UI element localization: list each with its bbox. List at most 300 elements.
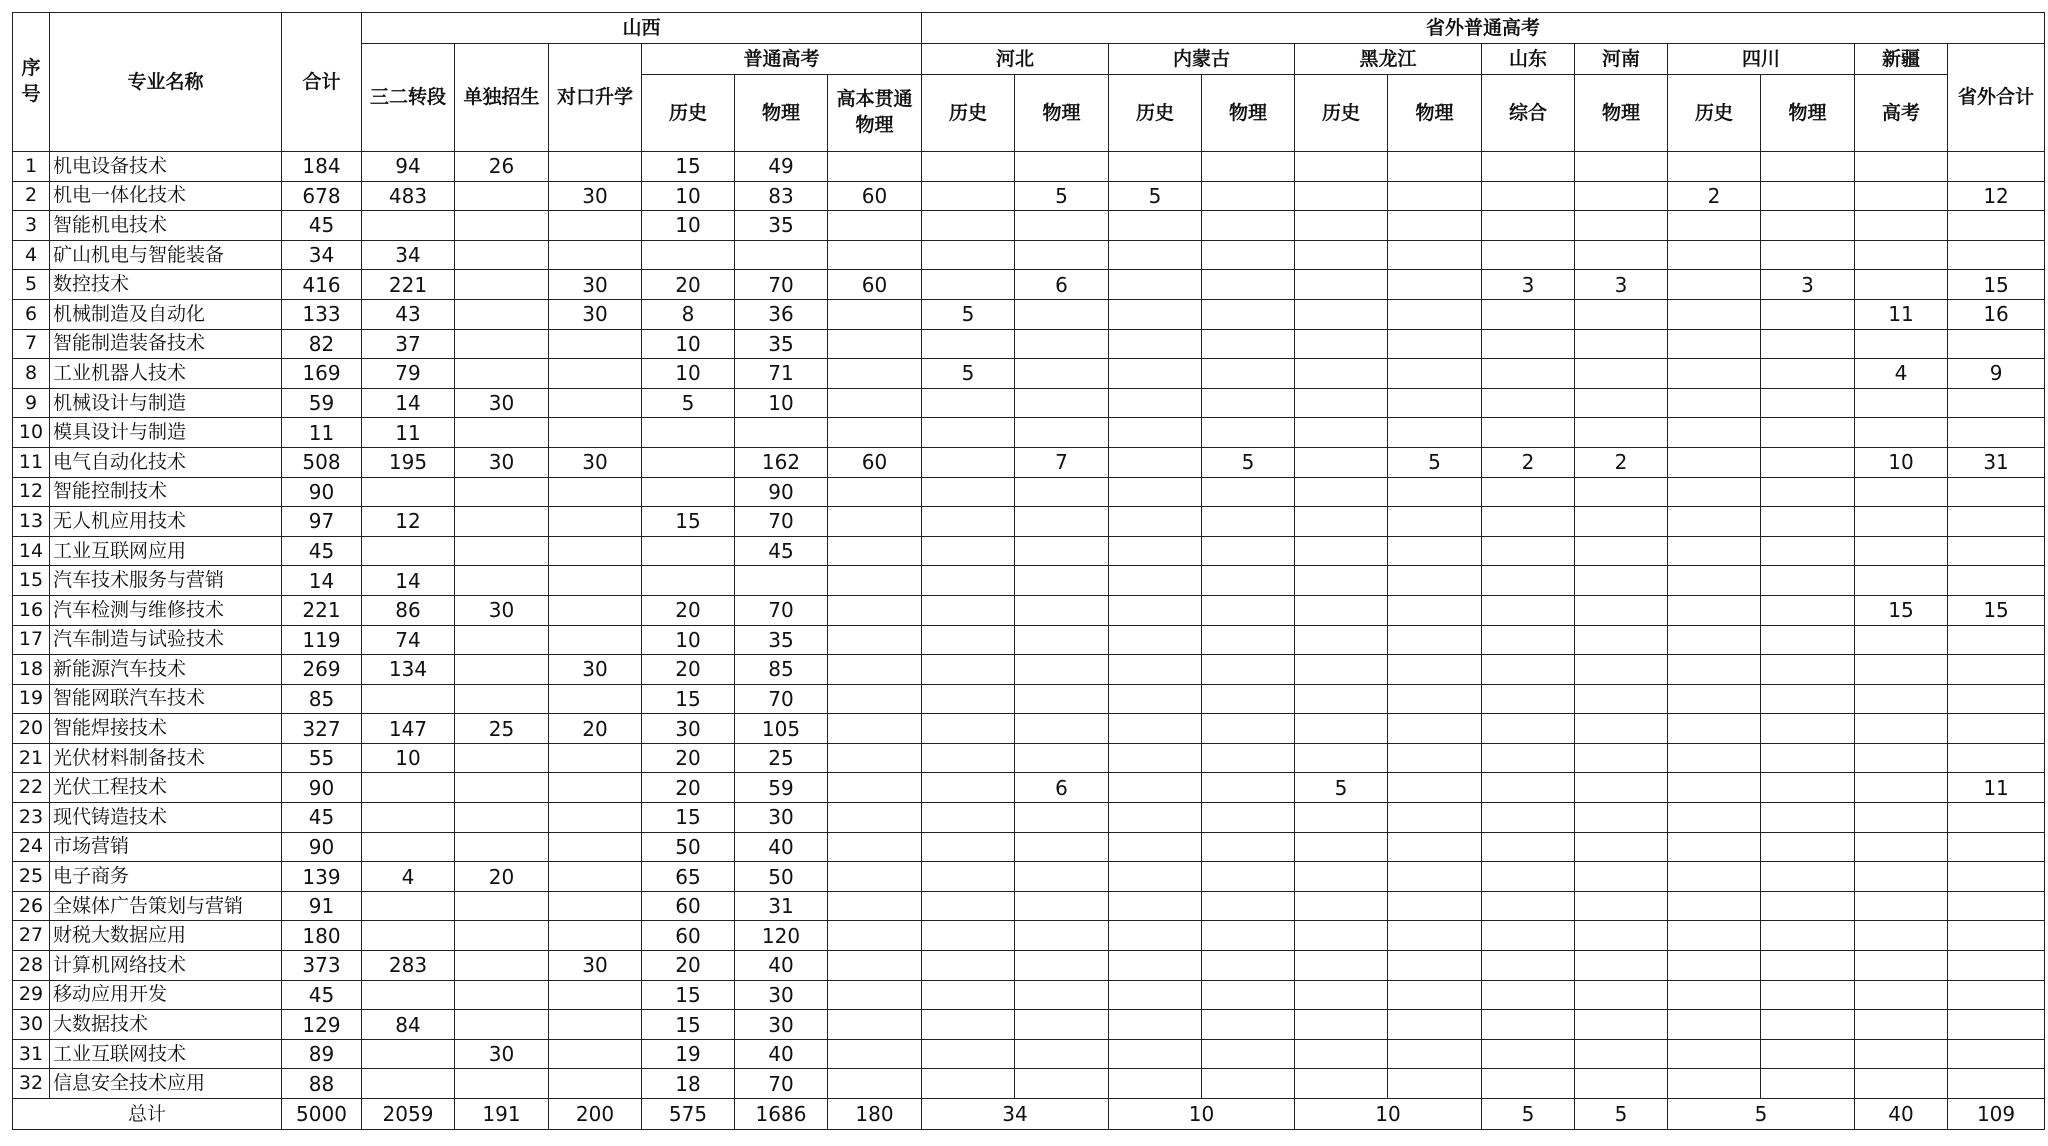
cell-sc-hist <box>1668 803 1761 833</box>
table-row <box>13 595 2045 625</box>
table-row <box>13 566 2045 596</box>
cell-hn <box>1575 329 1668 359</box>
cell-hn <box>1575 507 1668 537</box>
cell-sd <box>1482 803 1575 833</box>
table-row <box>13 359 2045 389</box>
cell-pg-hist: 65 <box>642 862 735 892</box>
cell-name: 新能源汽车技术 <box>50 655 282 685</box>
table-row <box>13 329 2045 359</box>
cell-s32: 86 <box>362 595 455 625</box>
cell-hb-phys <box>1015 566 1109 596</box>
cell-dd: 25 <box>455 714 549 744</box>
cell-total: 119 <box>282 625 362 655</box>
cell-nm-phys <box>1202 862 1295 892</box>
cell-hb-hist <box>922 211 1015 241</box>
cell-hb-hist <box>922 803 1015 833</box>
cell-s32: 134 <box>362 655 455 685</box>
cell-dk <box>549 1069 642 1099</box>
cell-pg-hist: 20 <box>642 773 735 803</box>
cell-dk <box>549 507 642 537</box>
cell-out <box>1948 1069 2045 1099</box>
cell-sc-hist <box>1668 655 1761 685</box>
cell-hl-hist <box>1295 240 1388 270</box>
cell-sd <box>1482 536 1575 566</box>
cell-gb: 60 <box>828 270 922 300</box>
cell-name: 智能网联汽车技术 <box>50 684 282 714</box>
cell-hl-hist <box>1295 1069 1388 1099</box>
table-row <box>13 684 2045 714</box>
cell-hb-hist <box>922 388 1015 418</box>
cell-pg-hist: 10 <box>642 181 735 211</box>
cell-hb-phys <box>1015 1039 1109 1069</box>
cell-hl-phys <box>1388 536 1482 566</box>
cell-pg-hist: 10 <box>642 359 735 389</box>
cell-sc-hist: 2 <box>1668 181 1761 211</box>
cell-sc-hist <box>1668 418 1761 448</box>
cell-dk <box>549 921 642 951</box>
cell-s32: 147 <box>362 714 455 744</box>
cell-pg-phys: 30 <box>735 980 828 1010</box>
cell-hl-phys <box>1388 329 1482 359</box>
cell-name: 汽车检测与维修技术 <box>50 595 282 625</box>
cell-hb-phys <box>1015 743 1109 773</box>
cell-dk <box>549 773 642 803</box>
cell-hn <box>1575 211 1668 241</box>
cell-sd <box>1482 1010 1575 1040</box>
cell-xj <box>1855 743 1948 773</box>
cell-xj <box>1855 625 1948 655</box>
cell-name: 工业机器人技术 <box>50 359 282 389</box>
cell-dk <box>549 595 642 625</box>
cell-hb-phys <box>1015 684 1109 714</box>
cell-total: 508 <box>282 447 362 477</box>
cell-hn <box>1575 1039 1668 1069</box>
cell-dd <box>455 359 549 389</box>
cell-total: 82 <box>282 329 362 359</box>
cell-hn <box>1575 891 1668 921</box>
cell-nm-hist <box>1109 714 1202 744</box>
cell-gb <box>828 595 922 625</box>
cell-no: 22 <box>13 773 50 803</box>
cell-no: 11 <box>13 447 50 477</box>
cell-xj <box>1855 773 1948 803</box>
header-henan: 河南 <box>1575 44 1668 75</box>
cell-name: 工业互联网技术 <box>50 1039 282 1069</box>
cell-sd <box>1482 832 1575 862</box>
cell-hb-hist <box>922 536 1015 566</box>
cell-hl-hist <box>1295 211 1388 241</box>
cell-nm-phys <box>1202 566 1295 596</box>
cell-dk <box>549 1039 642 1069</box>
cell-hl-hist <box>1295 832 1388 862</box>
enrollment-table-container <box>12 12 2045 1130</box>
cell-hl-hist <box>1295 418 1388 448</box>
cell-hl-phys <box>1388 832 1482 862</box>
cell-pg-hist: 10 <box>642 625 735 655</box>
cell-xj <box>1855 684 1948 714</box>
cell-nm-phys <box>1202 832 1295 862</box>
cell-nm-hist <box>1109 803 1202 833</box>
cell-hl-phys <box>1388 980 1482 1010</box>
cell-hl-hist <box>1295 566 1388 596</box>
cell-hb-phys <box>1015 359 1109 389</box>
cell-hn <box>1575 477 1668 507</box>
cell-nm-hist <box>1109 359 1202 389</box>
cell-out <box>1948 152 2045 182</box>
cell-pg-hist: 18 <box>642 1069 735 1099</box>
cell-dd: 30 <box>455 595 549 625</box>
cell-dd: 20 <box>455 862 549 892</box>
cell-pg-phys: 70 <box>735 595 828 625</box>
cell-total: 45 <box>282 211 362 241</box>
cell-hl-phys <box>1388 891 1482 921</box>
cell-hl-hist <box>1295 270 1388 300</box>
cell-name: 大数据技术 <box>50 1010 282 1040</box>
cell-hl-hist <box>1295 980 1388 1010</box>
cell-dd <box>455 299 549 329</box>
header-neimenggu-physics: 物理 <box>1202 75 1295 152</box>
cell-gb <box>828 1010 922 1040</box>
cell-hl-phys <box>1388 507 1482 537</box>
totals-out-total: 109 <box>1948 1099 2045 1130</box>
cell-nm-phys <box>1202 891 1295 921</box>
cell-no: 13 <box>13 507 50 537</box>
cell-xj: 4 <box>1855 359 1948 389</box>
cell-sc-phys <box>1761 240 1855 270</box>
cell-xj <box>1855 714 1948 744</box>
cell-hb-phys <box>1015 388 1109 418</box>
cell-sd <box>1482 684 1575 714</box>
cell-nm-hist <box>1109 507 1202 537</box>
cell-hn <box>1575 1010 1668 1040</box>
totals-pg-physics: 1686 <box>735 1099 828 1130</box>
cell-hb-phys <box>1015 477 1109 507</box>
cell-nm-hist <box>1109 832 1202 862</box>
cell-gb <box>828 418 922 448</box>
cell-s32: 283 <box>362 951 455 981</box>
cell-out: 9 <box>1948 359 2045 389</box>
cell-s32 <box>362 684 455 714</box>
cell-no: 12 <box>13 477 50 507</box>
cell-total: 91 <box>282 891 362 921</box>
cell-pg-phys: 25 <box>735 743 828 773</box>
cell-pg-phys: 70 <box>735 270 828 300</box>
cell-out <box>1948 832 2045 862</box>
cell-hl-hist <box>1295 862 1388 892</box>
cell-pg-hist: 15 <box>642 507 735 537</box>
cell-hb-hist <box>922 655 1015 685</box>
cell-hb-hist <box>922 152 1015 182</box>
cell-total: 45 <box>282 536 362 566</box>
cell-pg-hist: 15 <box>642 1010 735 1040</box>
header-hebei-history: 历史 <box>922 75 1015 152</box>
header-shandong-zonghe: 综合 <box>1482 75 1575 152</box>
cell-pg-phys <box>735 418 828 448</box>
cell-sc-phys: 3 <box>1761 270 1855 300</box>
cell-s32: 14 <box>362 388 455 418</box>
cell-sc-phys <box>1761 832 1855 862</box>
cell-sc-phys <box>1761 447 1855 477</box>
cell-s32: 4 <box>362 862 455 892</box>
cell-xj <box>1855 891 1948 921</box>
cell-pg-hist: 20 <box>642 595 735 625</box>
cell-hl-phys <box>1388 181 1482 211</box>
cell-xj <box>1855 270 1948 300</box>
cell-sd <box>1482 862 1575 892</box>
table-row <box>13 477 2045 507</box>
cell-nm-phys <box>1202 359 1295 389</box>
cell-dk <box>549 891 642 921</box>
totals-shandong: 5 <box>1482 1099 1575 1130</box>
table-row <box>13 388 2045 418</box>
cell-dd <box>455 477 549 507</box>
cell-sc-hist <box>1668 388 1761 418</box>
cell-gb <box>828 152 922 182</box>
cell-gb <box>828 536 922 566</box>
cell-nm-hist <box>1109 1010 1202 1040</box>
cell-dd <box>455 211 549 241</box>
cell-no: 25 <box>13 862 50 892</box>
cell-dk: 30 <box>549 951 642 981</box>
cell-sc-phys <box>1761 299 1855 329</box>
cell-dk <box>549 211 642 241</box>
cell-dd <box>455 566 549 596</box>
cell-hl-phys <box>1388 211 1482 241</box>
cell-nm-hist <box>1109 211 1202 241</box>
cell-sc-phys <box>1761 951 1855 981</box>
cell-hb-phys <box>1015 803 1109 833</box>
cell-pg-phys: 71 <box>735 359 828 389</box>
cell-nm-hist: 5 <box>1109 181 1202 211</box>
cell-out <box>1948 743 2045 773</box>
cell-hn <box>1575 1069 1668 1099</box>
cell-s32 <box>362 536 455 566</box>
cell-out <box>1948 211 2045 241</box>
cell-sd: 2 <box>1482 447 1575 477</box>
cell-nm-hist <box>1109 773 1202 803</box>
cell-dd <box>455 980 549 1010</box>
header-out-total: 省外合计 <box>1948 44 2045 152</box>
cell-no: 23 <box>13 803 50 833</box>
cell-total: 129 <box>282 1010 362 1040</box>
table-row <box>13 536 2045 566</box>
table-row <box>13 655 2045 685</box>
cell-nm-hist <box>1109 152 1202 182</box>
cell-s32: 11 <box>362 418 455 448</box>
cell-s32: 43 <box>362 299 455 329</box>
cell-out <box>1948 388 2045 418</box>
cell-gb <box>828 655 922 685</box>
cell-xj <box>1855 388 1948 418</box>
cell-hl-phys <box>1388 862 1482 892</box>
cell-no: 18 <box>13 655 50 685</box>
cell-sc-phys <box>1761 921 1855 951</box>
cell-nm-hist <box>1109 270 1202 300</box>
cell-hn <box>1575 536 1668 566</box>
cell-sc-phys <box>1761 980 1855 1010</box>
cell-sc-hist <box>1668 921 1761 951</box>
cell-dk: 30 <box>549 655 642 685</box>
cell-hb-hist <box>922 418 1015 448</box>
cell-xj <box>1855 921 1948 951</box>
cell-pg-hist: 50 <box>642 832 735 862</box>
cell-pg-hist: 5 <box>642 388 735 418</box>
table-row <box>13 1010 2045 1040</box>
table-row <box>13 299 2045 329</box>
cell-sc-phys <box>1761 773 1855 803</box>
table-row <box>13 507 2045 537</box>
cell-sc-phys <box>1761 359 1855 389</box>
cell-nm-phys <box>1202 1069 1295 1099</box>
header-seq: 序号 <box>13 13 50 152</box>
cell-total: 416 <box>282 270 362 300</box>
cell-hl-phys <box>1388 240 1482 270</box>
header-gaoben-physics: 高本贯通物理 <box>828 75 922 152</box>
cell-nm-phys <box>1202 240 1295 270</box>
cell-out <box>1948 240 2045 270</box>
cell-total: 180 <box>282 921 362 951</box>
cell-hn <box>1575 566 1668 596</box>
cell-total: 373 <box>282 951 362 981</box>
cell-hn <box>1575 714 1668 744</box>
cell-sc-hist <box>1668 980 1761 1010</box>
cell-dk <box>549 980 642 1010</box>
cell-hb-phys <box>1015 299 1109 329</box>
cell-hl-phys <box>1388 270 1482 300</box>
cell-sd: 3 <box>1482 270 1575 300</box>
cell-no: 3 <box>13 211 50 241</box>
cell-out <box>1948 329 2045 359</box>
cell-s32 <box>362 1039 455 1069</box>
cell-total: 88 <box>282 1069 362 1099</box>
cell-xj <box>1855 1010 1948 1040</box>
cell-nm-phys <box>1202 477 1295 507</box>
cell-xj <box>1855 418 1948 448</box>
cell-gb <box>828 862 922 892</box>
header-sichuan: 四川 <box>1668 44 1855 75</box>
cell-gb <box>828 684 922 714</box>
cell-pg-hist <box>642 240 735 270</box>
cell-hl-phys <box>1388 625 1482 655</box>
cell-no: 1 <box>13 152 50 182</box>
cell-total: 139 <box>282 862 362 892</box>
cell-sd <box>1482 507 1575 537</box>
cell-sd <box>1482 921 1575 951</box>
cell-nm-hist <box>1109 1039 1202 1069</box>
totals-gaoben: 180 <box>828 1099 922 1130</box>
cell-sc-hist <box>1668 1010 1761 1040</box>
cell-dd: 30 <box>455 1039 549 1069</box>
cell-pg-hist: 60 <box>642 891 735 921</box>
cell-dk: 30 <box>549 299 642 329</box>
cell-total: 97 <box>282 507 362 537</box>
cell-nm-phys <box>1202 951 1295 981</box>
cell-nm-phys <box>1202 536 1295 566</box>
cell-hl-phys <box>1388 714 1482 744</box>
cell-sc-hist <box>1668 566 1761 596</box>
cell-gb <box>828 1069 922 1099</box>
cell-out: 15 <box>1948 595 2045 625</box>
cell-dd <box>455 507 549 537</box>
cell-sc-hist <box>1668 595 1761 625</box>
cell-nm-phys <box>1202 655 1295 685</box>
header-out-province: 省外普通高考 <box>922 13 2045 44</box>
cell-pg-hist: 15 <box>642 684 735 714</box>
cell-sd <box>1482 181 1575 211</box>
cell-no: 21 <box>13 743 50 773</box>
cell-s32: 84 <box>362 1010 455 1040</box>
cell-hb-phys <box>1015 921 1109 951</box>
cell-hl-hist <box>1295 299 1388 329</box>
cell-s32 <box>362 773 455 803</box>
header-heilongjiang: 黑龙江 <box>1295 44 1482 75</box>
cell-out <box>1948 507 2045 537</box>
cell-hl-phys <box>1388 152 1482 182</box>
cell-hl-phys <box>1388 684 1482 714</box>
cell-gb <box>828 625 922 655</box>
cell-dk: 30 <box>549 181 642 211</box>
cell-total: 14 <box>282 566 362 596</box>
cell-no: 30 <box>13 1010 50 1040</box>
cell-no: 14 <box>13 536 50 566</box>
cell-total: 327 <box>282 714 362 744</box>
cell-s32: 195 <box>362 447 455 477</box>
cell-pg-hist: 15 <box>642 152 735 182</box>
cell-s32 <box>362 891 455 921</box>
cell-total: 184 <box>282 152 362 182</box>
cell-dd: 26 <box>455 152 549 182</box>
cell-sc-hist <box>1668 536 1761 566</box>
cell-hl-hist <box>1295 152 1388 182</box>
cell-hl-hist <box>1295 536 1388 566</box>
cell-out <box>1948 655 2045 685</box>
cell-hb-hist <box>922 270 1015 300</box>
cell-gb <box>828 388 922 418</box>
cell-xj: 11 <box>1855 299 1948 329</box>
cell-pg-hist <box>642 447 735 477</box>
cell-nm-hist <box>1109 240 1202 270</box>
cell-hb-hist: 5 <box>922 359 1015 389</box>
cell-name: 移动应用开发 <box>50 980 282 1010</box>
totals-sichuan: 5 <box>1668 1099 1855 1130</box>
cell-hb-hist <box>922 625 1015 655</box>
totals-row <box>13 1099 2045 1130</box>
cell-name: 光伏工程技术 <box>50 773 282 803</box>
cell-out <box>1948 980 2045 1010</box>
cell-no: 15 <box>13 566 50 596</box>
header-hebei: 河北 <box>922 44 1109 75</box>
cell-dd: 30 <box>455 388 549 418</box>
cell-pg-hist: 20 <box>642 655 735 685</box>
cell-dd: 30 <box>455 447 549 477</box>
cell-name: 数控技术 <box>50 270 282 300</box>
cell-dd <box>455 951 549 981</box>
cell-out <box>1948 891 2045 921</box>
cell-pg-phys: 30 <box>735 1010 828 1040</box>
table-row <box>13 181 2045 211</box>
cell-nm-phys <box>1202 211 1295 241</box>
cell-hl-hist <box>1295 388 1388 418</box>
cell-out <box>1948 625 2045 655</box>
cell-s32: 12 <box>362 507 455 537</box>
totals-hebei: 34 <box>922 1099 1109 1130</box>
cell-hb-hist <box>922 832 1015 862</box>
table-row <box>13 921 2045 951</box>
header-sichuan-physics: 物理 <box>1761 75 1855 152</box>
cell-hb-phys: 6 <box>1015 270 1109 300</box>
cell-no: 6 <box>13 299 50 329</box>
cell-total: 55 <box>282 743 362 773</box>
